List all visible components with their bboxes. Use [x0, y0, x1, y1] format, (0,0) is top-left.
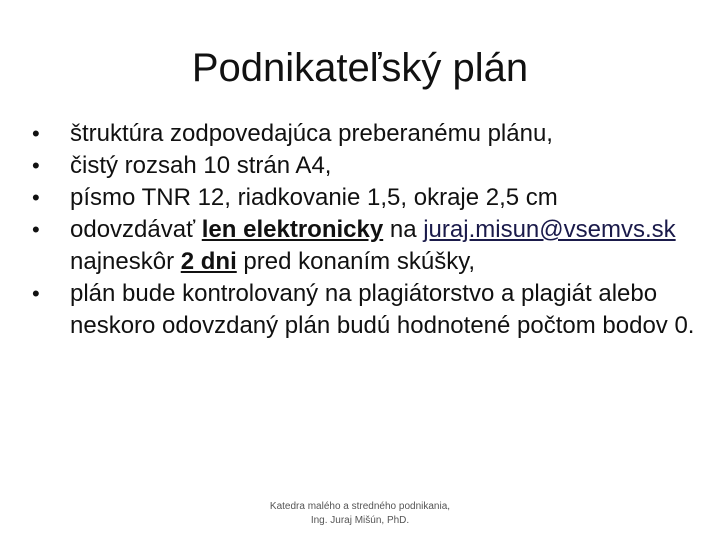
bullet-text-part: pred konaním skúšky, — [236, 248, 476, 275]
emphasis-electronic: len elektronicky — [201, 216, 384, 243]
footer-author: Ing. Juraj Mišún, PhD. — [310, 515, 410, 526]
slide-footer — [0, 500, 720, 528]
email-link[interactable]: juraj.misun@vsemvs.sk — [423, 216, 676, 243]
slide-title: Podnikateľský plán — [191, 46, 529, 90]
bullet-text: čistý rozsah 10 strán A4, — [70, 152, 332, 179]
emphasis-deadline: 2 dni — [180, 248, 237, 275]
bullet-dot-icon: • — [32, 153, 40, 178]
bullet-text-part: odovzdávať — [70, 216, 202, 243]
bullet-item — [30, 150, 700, 182]
bullet-text-part: na — [383, 216, 424, 243]
bullet-dot-icon: • — [32, 281, 40, 306]
bullet-text: plán bude kontrolovaný na plagiátorstvo a plagiát alebo neskoro odovzdaný plán budú hodnotené počtom bodov 0. — [70, 280, 695, 339]
bullet-item — [30, 278, 700, 342]
bullet-text: písmo TNR 12, riadkovanie 1,5, okraje 2,5 cm — [70, 184, 558, 211]
footer-department: Katedra malého a stredného podnikania, — [269, 501, 451, 512]
bullet-dot-icon: • — [32, 121, 40, 146]
bullet-text: štruktúra zodpovedajúca preberanému plánu, — [70, 120, 553, 147]
bullet-item — [30, 214, 700, 278]
bullet-item — [30, 182, 700, 214]
bullet-dot-icon: • — [32, 217, 40, 242]
bullet-text-part: najneskôr — [70, 248, 181, 275]
bullet-dot-icon: • — [32, 185, 40, 210]
bullet-item — [30, 118, 700, 150]
bullet-list — [30, 118, 700, 342]
